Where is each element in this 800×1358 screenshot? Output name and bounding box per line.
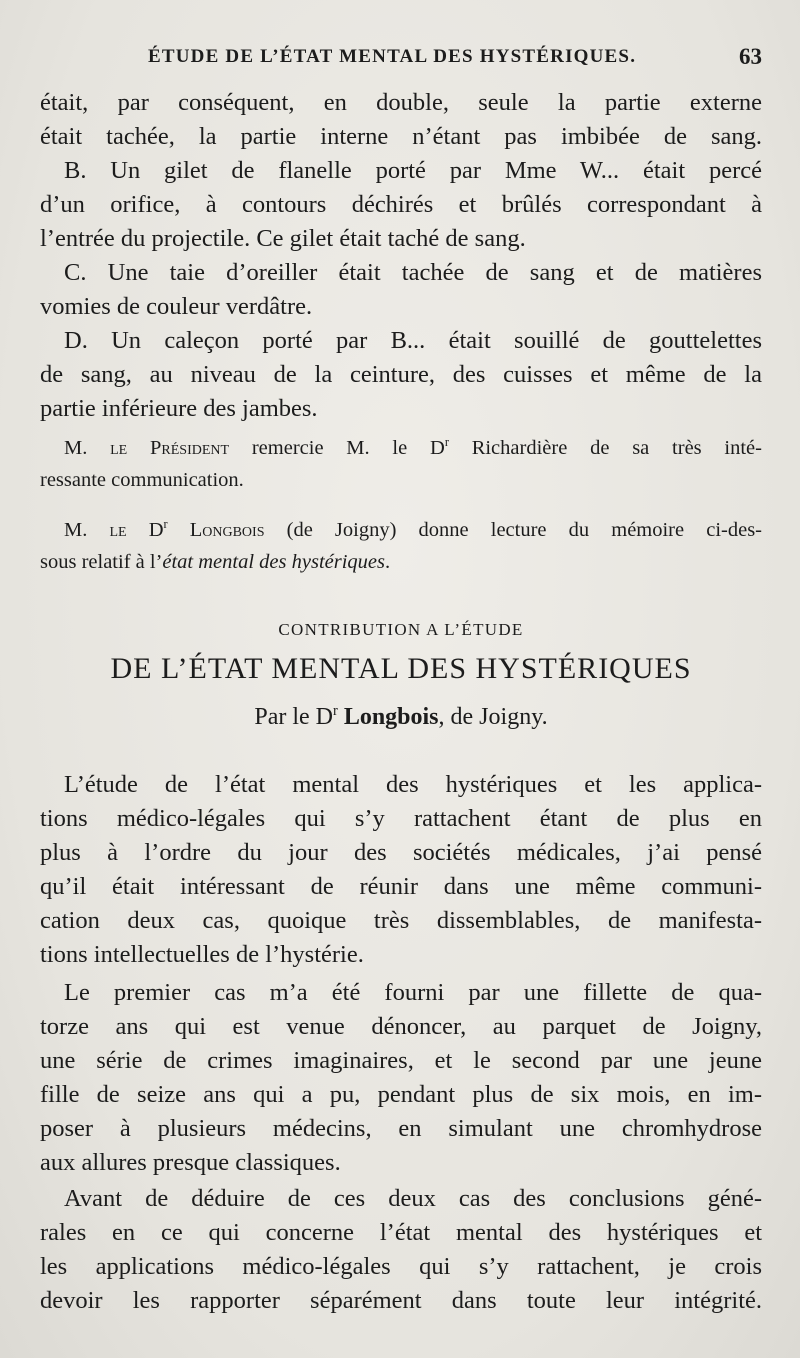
longbois-note (40, 514, 762, 578)
text-line: C. Une taie d’oreiller était tachée de sang et de matières (64, 259, 762, 286)
text-line: une série de crimes imaginaires, et le second par une jeune (40, 1047, 762, 1074)
text-line: devoir les rapporter séparément dans toute leur intégrité. (40, 1287, 762, 1314)
text-line: l’entrée du projectile. Ce gilet était taché de sang. (40, 225, 526, 252)
paragraph-3 (40, 1182, 762, 1318)
paragraph-1 (40, 768, 762, 972)
author-name: Longbois (343, 704, 439, 730)
article-byline: Par le $D^r$ Longbois, de Joigny. (254, 703, 548, 730)
text-line: torze ans qui est venue dénoncer, au parquet de Joigny, (40, 1013, 762, 1040)
text-line: Avant de déduire de ces deux cas des conclusions géné- (64, 1185, 762, 1212)
text-line: d’un orifice, à contours déchirés et brûlés correspondant à (40, 191, 762, 218)
text-line: sous relatif à l’état mental des hystériques. (40, 551, 391, 573)
text-line: vomies de couleur verdâtre. (40, 293, 313, 320)
president-note (40, 432, 762, 496)
text-line: M. le $D^r$ Longbois (de Joigny) donne lecture du mémoire ci-des- (64, 517, 762, 541)
text-line: B. Un gilet de flanelle porté par Mme W... était percé (64, 157, 762, 184)
text-line: cation deux cas, quoique très dissemblables, de manifesta- (40, 907, 762, 934)
article-heading: DE L’ÉTAT MENTAL DES HYSTÉRIQUES (110, 652, 692, 685)
page-number: 63 (739, 44, 762, 69)
text-line: fille de seize ans qui a pu, pendant plus de six mois, en im- (40, 1081, 762, 1108)
running-header (40, 44, 762, 74)
text-line: qu’il était intéressant de réunir dans une même communi- (40, 873, 762, 900)
text-line: les applications médico-légales qui s’y rattachent, je crois (40, 1253, 762, 1280)
text-line: rales en ce qui concerne l’état mental des hystériques et (40, 1219, 762, 1246)
case-description-block (40, 86, 762, 426)
text-line: de sang, au niveau de la ceinture, des cuisses et même de la (40, 361, 762, 388)
article-subheading: CONTRIBUTION A L’ÉTUDE (278, 620, 524, 639)
text-line: poser à plusieurs médecins, en simulant une chromhydrose (40, 1115, 762, 1142)
text-line: ressante communication. (40, 469, 244, 491)
running-title: ÉTUDE DE L’ÉTAT MENTAL DES HYSTÉRIQUES. (148, 46, 637, 67)
text-line: tions médico-légales qui s’y rattachent étant de plus en (40, 805, 762, 832)
text-line: était tachée, la partie interne n’étant pas imbibée de sang. (40, 123, 762, 150)
text-line: partie inférieure des jambes. (40, 395, 318, 422)
text-line: M. le Président remercie M. le $D^r$ Richardière de sa très inté- (64, 435, 762, 459)
paragraph-2 (40, 976, 762, 1180)
text-line: tions intellectuelles de l’hystérie. (40, 941, 364, 968)
text-line: L’étude de l’état mental des hystériques et les applica- (64, 771, 762, 798)
text-line: plus à l’ordre du jour des sociétés médicales, j’ai pensé (40, 839, 762, 866)
text-line: aux allures presque classiques. (40, 1149, 341, 1176)
text-line: était, par conséquent, en double, seule la partie externe (40, 89, 762, 116)
text-line: Le premier cas m’a été fourni par une fillette de qua- (64, 979, 762, 1006)
text-line: D. Un caleçon porté par B... était souillé de gouttelettes (64, 327, 762, 354)
